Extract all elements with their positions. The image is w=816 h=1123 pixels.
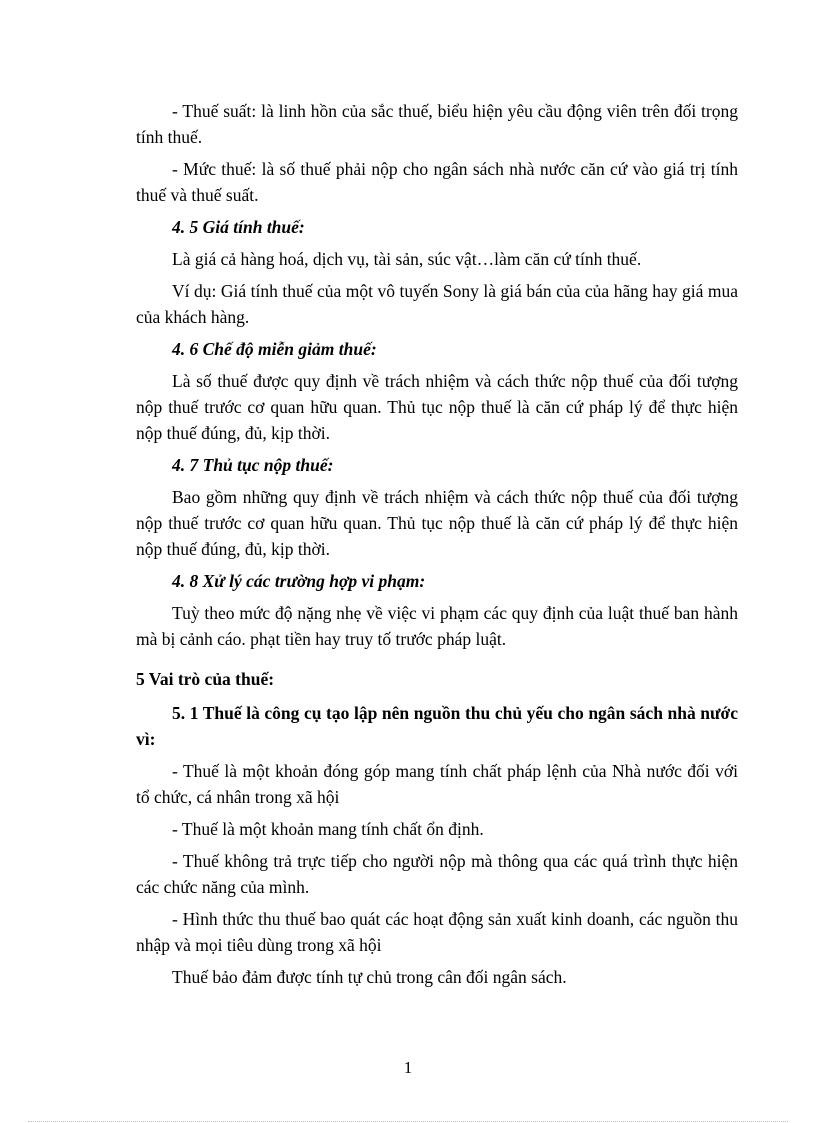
heading-4-5: 4. 5 Giá tính thuế: xyxy=(172,217,305,237)
heading-section-5: 5 Vai trò của thuế: xyxy=(136,669,275,689)
page-bottom-divider xyxy=(28,1121,788,1122)
paragraph-example: Ví dụ: Giá tính thuế của một vô tuyến Sony là giá bán của của hãng hay giá mua của khách hàng. xyxy=(136,281,738,327)
heading-4-7: 4. 7 Thủ tục nộp thuế: xyxy=(172,455,334,475)
paragraph-bullet-1: - Thuế là một khoản đóng góp mang tính chất pháp lệnh của Nhà nước đối với tổ chức, cá nhân trong xã hội xyxy=(136,761,738,807)
heading-4-6: 4. 6 Chế độ miễn giảm thuế: xyxy=(172,339,377,359)
paragraph-tax-amount: - Mức thuế: là số thuế phải nộp cho ngân sách nhà nước căn cứ vào giá trị tính thuế và thuế suất. xyxy=(136,159,738,205)
heading-5-1: 5. 1 Thuế là công cụ tạo lập nên nguồn thu chủ yếu cho ngân sách nhà nước vì: xyxy=(136,703,738,749)
paragraph-bullet-3: - Thuế không trả trực tiếp cho người nộp mà thông qua các quá trình thực hiện các chức năng của mình. xyxy=(136,851,738,897)
paragraph-tax-rate: - Thuế suất: là linh hồn của sắc thuế, biểu hiện yêu cầu động viên trên đối trọng tính thuế. xyxy=(136,101,738,147)
paragraph-violations: Tuỳ theo mức độ nặng nhẹ về việc vi phạm các quy định của luật thuế ban hành mà bị cảnh cáo. phạt tiền hay truy tố trước pháp luật. xyxy=(136,603,738,649)
paragraph-exemption: Là số thuế được quy định về trách nhiệm và cách thức nộp thuế của đối tượng nộp thuế trước cơ quan hữu quan. Thủ tục nộp thuế là căn cứ pháp lý để thực hiện nộp thuế đúng, đủ, kịp thời. xyxy=(136,371,738,443)
page-number: 1 xyxy=(403,1058,413,1077)
paragraph-procedure: Bao gồm những quy định về trách nhiệm và cách thức nộp thuế của đối tượng nộp thuế trước cơ quan hữu quan. Thủ tục nộp thuế là căn cứ pháp lý để thực hiện nộp thuế đúng, đủ, kịp thời. xyxy=(136,487,738,559)
paragraph-conclusion: Thuế bảo đảm được tính tự chủ trong cân đối ngân sách. xyxy=(172,967,567,987)
paragraph-taxable-price: Là giá cả hàng hoá, dịch vụ, tài sản, súc vật…làm căn cứ tính thuế. xyxy=(172,249,642,269)
paragraph-bullet-2: - Thuế là một khoản mang tính chất ổn định. xyxy=(172,819,484,839)
page-content xyxy=(136,98,738,996)
heading-4-8: 4. 8 Xử lý các trường hợp vi phạm: xyxy=(172,571,426,591)
paragraph-bullet-4: - Hình thức thu thuế bao quát các hoạt động sản xuất kinh doanh, các nguồn thu nhập và mọi tiêu dùng trong xã hội xyxy=(136,909,738,955)
